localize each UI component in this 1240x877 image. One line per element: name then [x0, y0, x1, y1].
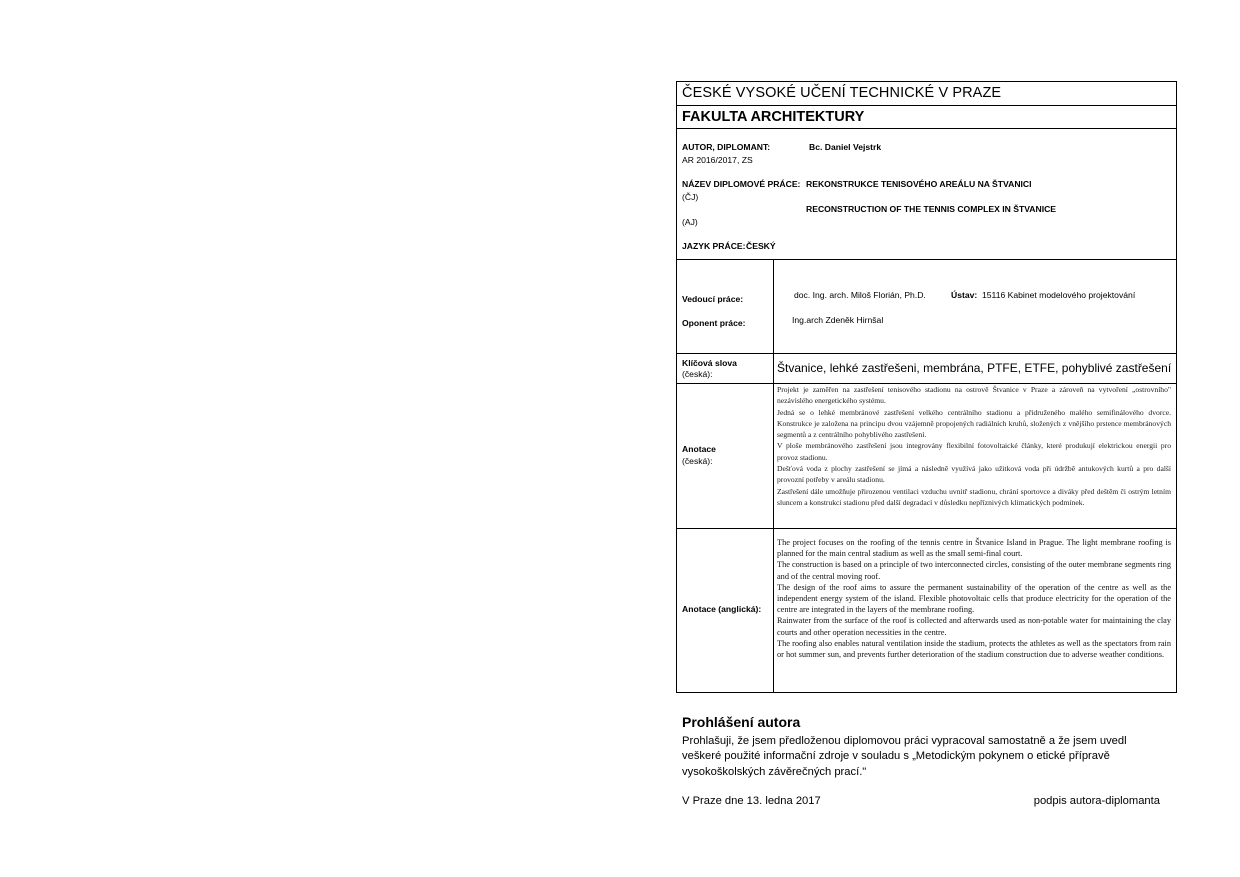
institute-label: Ústav: — [951, 290, 978, 300]
declaration-text: Prohlašuji, že jsem předloženou diplomovou práci vypracoval samostatně a že jsem uvedl veškeré použité informační zdroje v souladu s „Metodickým pokynem o etické přípravě vysokoškolských závěrečných prací." — [682, 735, 1127, 778]
annotation-en-paragraph: Rainwater from the surface of the roof is collected and afterwards used as non-potable water for maintaining the clay courts and other operation necessities in the centre. — [777, 616, 1171, 637]
annotation-cz-row — [677, 384, 1176, 529]
title-en-marker: (AJ) — [682, 217, 698, 227]
signature-label: podpis autora-diplomanta — [1033, 795, 1160, 807]
annotation-cz-paragraph: Jedná se o lehké membránové zastřešení velkého centrálního stadionu a přidruženého malého semifinálového dvorce. Konstrukce je založena na principu dvou vzájemně propojených radiálních kruhů, složených z vnějšího prstence membránových segmentů a z centrálního pohyblivého zastřešení. — [777, 407, 1171, 440]
thesis-details-section — [677, 129, 1176, 260]
annotation-cz-text — [777, 384, 1171, 508]
university-name: ČESKÉ VYSOKÉ UČENÍ TECHNICKÉ V PRAZE — [682, 85, 1002, 101]
author-declaration — [682, 714, 1162, 780]
faculty-row — [677, 106, 1176, 129]
annotation-cz-paragraph: Projekt je zaměřen na zastřešení tenisového stadionu na ostrově Štvanice v Praze a zároveň na vytvoření „ostrovního" nezávislého energetického systému. — [777, 385, 1171, 406]
annotation-cz-paragraph: Zastřešení dále umožňuje přirozenou ventilaci vzduchu uvnitř stadionu, chrání sportovce a diváky před deštěm či ostrým letním sluncem a konstrukci stadionu před další degradací v důsledku nepříznivých klimatických podmínek. — [777, 486, 1171, 507]
annotation-en-row — [677, 529, 1176, 692]
keywords-sublabel: (česká): — [682, 369, 713, 379]
language-value: ČESKÝ — [746, 241, 776, 251]
institute-value: 15116 Kabinet modelového projektování — [982, 290, 1136, 300]
university-row — [677, 82, 1176, 106]
annotation-cz-sublabel: (česká): — [682, 456, 713, 466]
annotation-cz-paragraph: Dešťová voda z plochy zastřešení se jímá a následně využívá jako užitková voda při údržbě antukových kurtů a pro další provozní potřeby v areálu stadionu. — [777, 464, 1171, 485]
title-cz-marker: (ČJ) — [682, 192, 699, 202]
annotation-en-paragraph: The project focuses on the roofing of the tennis centre in Štvanice Island in Prague. The light membrane roofing is planned for the main central stadium as well as the small semi-final court. — [777, 538, 1171, 559]
people-section — [677, 260, 1176, 354]
thesis-title-cz: REKONSTRUKCE TENISOVÉHO AREÁLU NA ŠTVANICI — [806, 179, 1032, 189]
annotation-en-text — [777, 537, 1171, 660]
keywords-label: Klíčová slova — [682, 358, 737, 368]
opponent-value: Ing.arch Zdeněk Hirnšal — [792, 315, 884, 325]
thesis-title-en: RECONSTRUCTION OF THE TENNIS COMPLEX IN ŠTVANICE — [806, 204, 1057, 214]
annotation-cz-label: Anotace — [682, 444, 716, 454]
supervisor-value: doc. Ing. arch. Miloš Florián, Ph.D. — [794, 290, 926, 300]
annotation-cz-paragraph: V ploše membránového zastřešení jsou integrovány flexibilní fotovoltaické články, které produkují elektrickou energii pro provoz stadionu. — [777, 441, 1171, 462]
author-label: AUTOR, DIPLOMANT: — [682, 142, 771, 152]
declaration-heading: Prohlášení autora — [682, 714, 801, 730]
keywords-value: Štvanice, lehké zastřešeni, membrána, PTFE, ETFE, pohyblivé zastřešení — [777, 361, 1172, 375]
keywords-row — [677, 354, 1176, 384]
annotation-en-paragraph: The design of the roof aims to assure the permanent sustainability of the operation of the centre as well as the independent energy system of the island. Flexible photovoltaic cells that produce electricity for the operation of the centre are integrated in the layers of the membrane roofing. — [777, 582, 1171, 615]
academic-year: AR 2016/2017, ZS — [682, 155, 753, 165]
annotation-en-paragraph: The construction is based on a principle of two interconnected circles, consisting of the outer membrane segments ring and of the central moving roof. — [777, 560, 1171, 581]
language-label: JAZYK PRÁCE: — [682, 241, 746, 251]
opponent-label: Oponent práce: — [682, 318, 746, 328]
annotation-en-paragraph: The roofing also enables natural ventilation inside the stadium, protects the athletes as well as the spectators from rain or hot summer sun, and prevents further deterioration of the stadium construction due to adverse weather conditions. — [777, 638, 1171, 660]
author-value: Bc. Daniel Vejstrk — [809, 142, 882, 152]
faculty-name: FAKULTA ARCHITEKTURY — [682, 109, 865, 125]
thesis-info-form — [676, 81, 1177, 693]
thesis-title-label: NÁZEV DIPLOMOVÉ PRÁCE: — [682, 179, 801, 189]
place-date: V Praze dne 13. ledna 2017 — [682, 795, 821, 807]
supervisor-label: Vedoucí práce: — [682, 294, 744, 304]
annotation-en-label: Anotace (anglická): — [682, 604, 762, 614]
